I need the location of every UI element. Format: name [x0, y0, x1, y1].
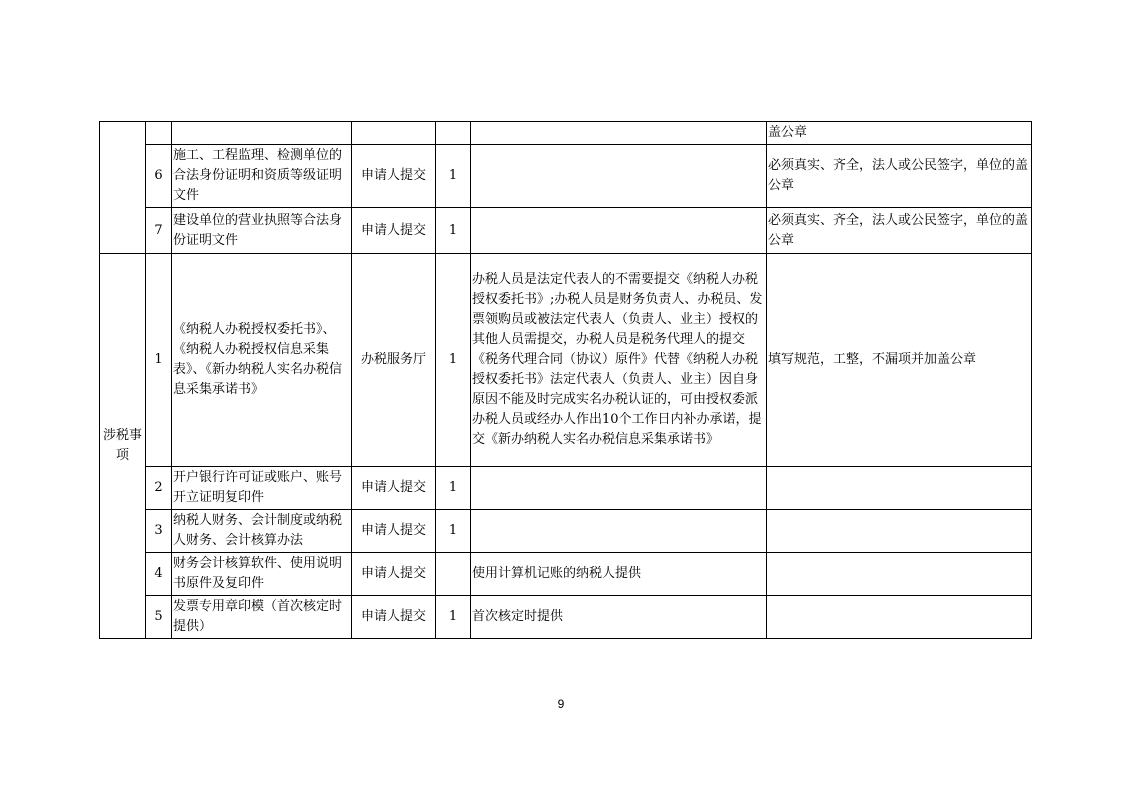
material-name: 发票专用章印模（首次核定时提供） — [172, 596, 352, 639]
material-note — [471, 467, 767, 510]
material-name: 开户银行许可证或账户、账号开立证明复印件 — [172, 467, 352, 510]
material-requirement: 盖公章 — [767, 122, 1032, 145]
material-quantity — [436, 122, 471, 145]
material-note — [471, 122, 767, 145]
material-requirement — [767, 596, 1032, 639]
table-row — [100, 254, 1032, 467]
table-row — [100, 208, 1032, 254]
material-quantity: 1 — [436, 467, 471, 510]
material-note: 首次核定时提供 — [471, 596, 767, 639]
material-note: 办税人员是法定代表人的不需要提交《纳税人办税授权委托书》;办税人员是财务负责人、办税员、发票领购员或被法定代表人（负责人、业主）授权的其他人员需提交，办税人员是税务代理人的提交《税务代理合同（协议）原件》代替《纳税人办税授权委托书》法定代表人（负责人、业主）因自身原因不能及时完成实名办税认证的，可由授权委派办税人员或经办人作出10个工作日内补办承诺，提交《新办纳税人实名办税信息采集承诺书》 — [471, 254, 767, 467]
item-number: 4 — [146, 553, 172, 596]
item-number: 5 — [146, 596, 172, 639]
table-row — [100, 553, 1032, 596]
material-name — [172, 122, 352, 145]
material-source: 申请人提交 — [352, 145, 436, 208]
item-number: 1 — [146, 254, 172, 467]
material-name: 建设单位的营业执照等合法身份证明文件 — [172, 208, 352, 254]
table-row — [100, 596, 1032, 639]
material-requirement — [767, 553, 1032, 596]
material-source: 办税服务厅 — [352, 254, 436, 467]
category-cell-continued — [100, 122, 146, 254]
material-quantity — [436, 553, 471, 596]
material-note — [471, 208, 767, 254]
material-requirement — [767, 467, 1032, 510]
material-name: 纳税人财务、会计制度或纳税人财务、会计核算办法 — [172, 510, 352, 553]
material-source: 申请人提交 — [352, 208, 436, 254]
item-number: 6 — [146, 145, 172, 208]
material-requirement — [767, 510, 1032, 553]
material-quantity: 1 — [436, 145, 471, 208]
item-number: 3 — [146, 510, 172, 553]
material-name: 施工、工程监理、检测单位的合法身份证明和资质等级证明文件 — [172, 145, 352, 208]
table-row — [100, 122, 1032, 145]
material-quantity: 1 — [436, 208, 471, 254]
material-source — [352, 122, 436, 145]
material-source: 申请人提交 — [352, 467, 436, 510]
material-quantity: 1 — [436, 510, 471, 553]
material-source: 申请人提交 — [352, 510, 436, 553]
item-number: 2 — [146, 467, 172, 510]
material-name: 《纳税人办税授权委托书》、《纳税人办税授权信息采集表》、《新办纳税人实名办税信息采集承诺书》 — [172, 254, 352, 467]
materials-table — [99, 121, 1032, 639]
table-row — [100, 467, 1032, 510]
item-number: 7 — [146, 208, 172, 254]
material-requirement: 必须真实、齐全，法人或公民签字，单位的盖公章 — [767, 208, 1032, 254]
material-note: 使用计算机记账的纳税人提供 — [471, 553, 767, 596]
material-source: 申请人提交 — [352, 553, 436, 596]
item-number — [146, 122, 172, 145]
material-quantity: 1 — [436, 596, 471, 639]
material-quantity: 1 — [436, 254, 471, 467]
page-number: 9 — [557, 697, 565, 711]
material-source: 申请人提交 — [352, 596, 436, 639]
material-note — [471, 510, 767, 553]
table-row — [100, 510, 1032, 553]
material-name: 财务会计核算软件、使用说明书原件及复印件 — [172, 553, 352, 596]
table-row — [100, 145, 1032, 208]
category-cell-tax: 涉税事项 — [100, 254, 146, 639]
material-requirement: 填写规范，工整，不漏项并加盖公章 — [767, 254, 1032, 467]
material-note — [471, 145, 767, 208]
material-requirement: 必须真实、齐全，法人或公民签字，单位的盖公章 — [767, 145, 1032, 208]
